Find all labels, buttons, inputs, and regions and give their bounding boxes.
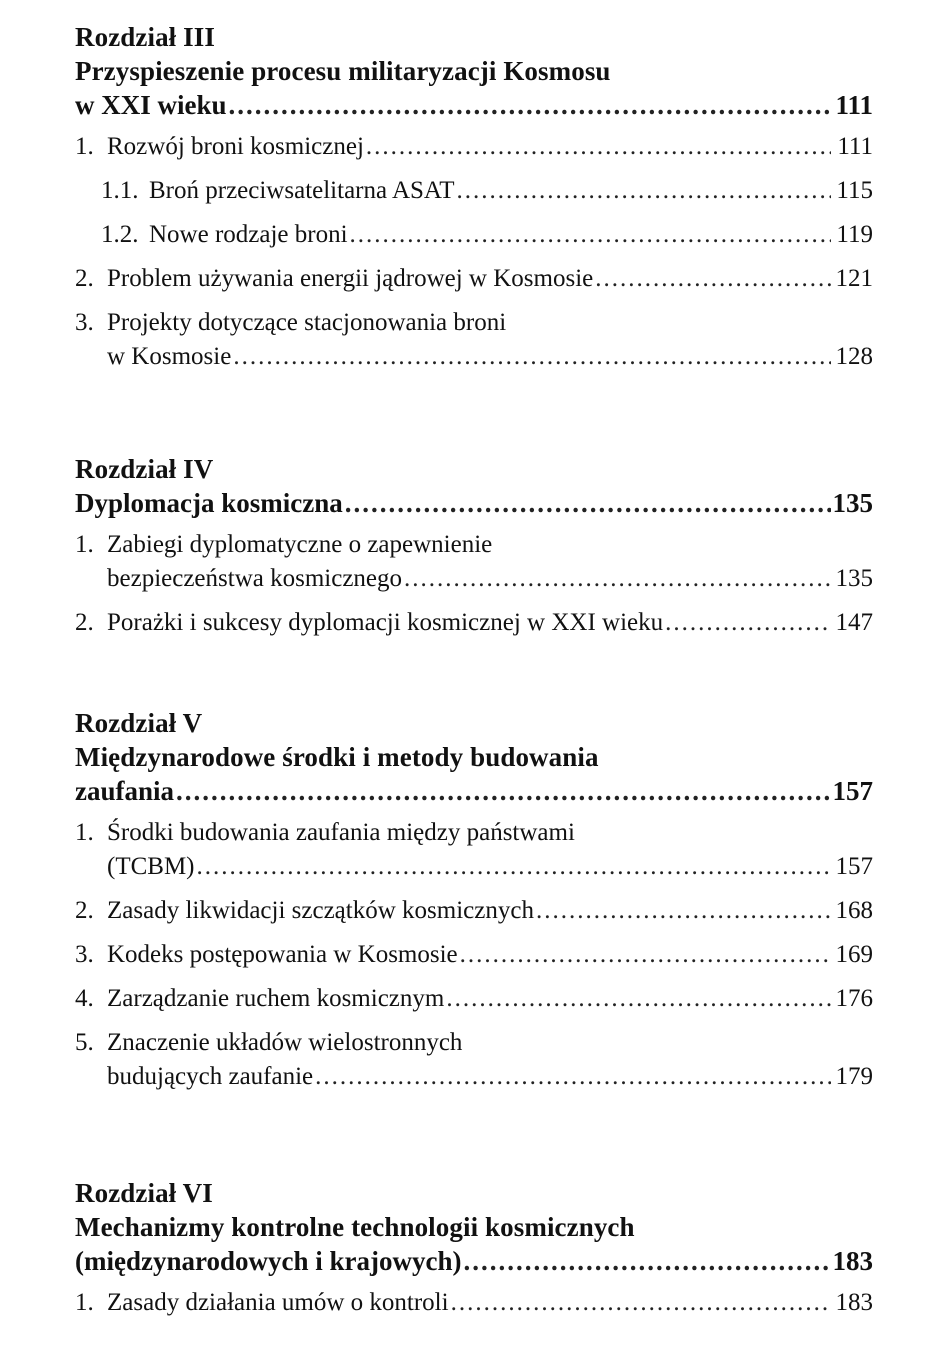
toc-entry[interactable] [75, 982, 873, 1016]
entry-number: 1.2. [101, 221, 139, 248]
entry-number: 2. [75, 609, 94, 636]
page-number: 183 [835, 1289, 873, 1316]
entry-number: 1. [75, 531, 94, 558]
toc-entry[interactable] [75, 894, 873, 928]
toc-entry[interactable] [75, 938, 873, 972]
leader-dots [665, 606, 831, 640]
page-number: 168 [835, 897, 873, 924]
chapter-title-row[interactable] [75, 88, 873, 122]
entry-list [75, 528, 873, 640]
toc-entry[interactable] [75, 816, 873, 884]
chapter-6 [75, 1176, 873, 1330]
leader-dots [536, 894, 831, 928]
entry-text: (TCBM) [107, 853, 195, 880]
entry-list [75, 130, 873, 374]
leader-dots [595, 262, 831, 296]
toc-entry[interactable] [75, 130, 873, 164]
leader-dots [463, 1244, 830, 1278]
leader-dots [233, 340, 831, 374]
chapter-title-line: Mechanizmy kontrolne technologii kosmicznych [75, 1212, 635, 1242]
chapter-label: Rozdział III [75, 22, 215, 52]
chapter-title-row[interactable] [75, 1244, 873, 1278]
entry-text-first-line: Zabiegi dyplomatyczne o zapewnienie [107, 531, 493, 558]
chapter-title-last: Dyplomacja kosmiczna [75, 488, 343, 518]
page-number: 135 [835, 565, 873, 592]
page-number: 157 [832, 776, 873, 806]
chapter-title-last: w XXI wieku [75, 90, 227, 120]
entry-text: Broń przeciwsatelitarna ASAT [149, 177, 455, 204]
entry-number: 2. [75, 265, 94, 292]
leader-dots [197, 850, 832, 884]
toc-entry[interactable] [75, 528, 873, 596]
chapter-label: Rozdział IV [75, 454, 214, 484]
chapter-title-last: (międzynarodowych i krajowych) [75, 1246, 462, 1276]
page-number: 135 [832, 488, 873, 518]
entry-text: bezpieczeństwa kosmicznego [107, 565, 403, 592]
chapter-4 [75, 452, 873, 650]
leader-dots [315, 1060, 831, 1094]
entry-text-first-line: Środki budowania zaufania między państwami [107, 819, 575, 846]
entry-text: Zasady działania umów o kontroli [107, 1289, 449, 1316]
entry-number: 3. [75, 309, 94, 336]
page-number: 147 [835, 609, 873, 636]
entry-text-first-line: Znaczenie układów wielostronnych [107, 1029, 463, 1056]
toc-subentry[interactable] [75, 218, 873, 252]
leader-dots [345, 486, 831, 520]
toc-entry[interactable] [75, 306, 873, 374]
toc-entry[interactable] [75, 606, 873, 640]
entry-list [75, 1286, 873, 1320]
toc-entry[interactable] [75, 1026, 873, 1094]
chapter-title-last: zaufania [75, 776, 175, 806]
page-number: 169 [835, 941, 873, 968]
entry-number: 1. [75, 133, 94, 160]
page-number: 111 [837, 133, 873, 160]
leader-dots [350, 218, 831, 252]
chapter-title [75, 740, 873, 774]
entry-list [75, 816, 873, 1094]
entry-text: Rozwój broni kosmicznej [107, 133, 364, 160]
entry-number: 5. [75, 1029, 94, 1056]
entry-text: w Kosmosie [107, 343, 232, 370]
chapter-label: Rozdział VI [75, 1178, 213, 1208]
page-number: 183 [832, 1246, 873, 1276]
entry-number: 2. [75, 897, 94, 924]
entry-number: 1. [75, 1289, 94, 1316]
page-number: 115 [836, 177, 873, 204]
leader-dots [404, 562, 831, 596]
page-number: 176 [835, 985, 873, 1012]
entry-text: Nowe rodzaje broni [149, 221, 348, 248]
entry-text: Zasady likwidacji szczątków kosmicznych [107, 897, 534, 924]
entry-text: budujących zaufanie [107, 1063, 314, 1090]
leader-dots [456, 174, 831, 208]
entry-number: 1.1. [101, 177, 139, 204]
chapter-title-line: Międzynarodowe środki i metody budowania [75, 742, 599, 772]
leader-dots [229, 88, 831, 122]
page-number: 157 [835, 853, 873, 880]
entry-text: Kodeks postępowania w Kosmosie [107, 941, 458, 968]
chapter-label: Rozdział V [75, 708, 203, 738]
leader-dots [460, 938, 831, 972]
entry-text: Porażki i sukcesy dyplomacji kosmicznej w XXI wieku [107, 609, 664, 636]
entry-text: Zarządzanie ruchem kosmicznym [107, 985, 445, 1012]
leader-dots [451, 1286, 831, 1320]
page-number: 121 [835, 265, 873, 292]
toc-entry[interactable] [75, 1286, 873, 1320]
entry-text-first-line: Projekty dotyczące stacjonowania broni [107, 309, 507, 336]
chapter-title-row[interactable] [75, 774, 873, 808]
page-number: 179 [835, 1063, 873, 1090]
page-number: 111 [835, 90, 873, 120]
chapter-3 [75, 20, 873, 384]
entry-number: 4. [75, 985, 94, 1012]
chapter-title-row[interactable] [75, 486, 873, 520]
toc-entry[interactable] [75, 262, 873, 296]
page-number: 119 [836, 221, 873, 248]
leader-dots [366, 130, 831, 164]
toc-subentry[interactable] [75, 174, 873, 208]
leader-dots [176, 774, 830, 808]
entry-number: 3. [75, 941, 94, 968]
chapter-title [75, 1210, 873, 1244]
chapter-5 [75, 706, 873, 1104]
entry-text: Problem używania energii jądrowej w Kosmosie [107, 265, 594, 292]
chapter-title [75, 54, 873, 88]
page-number: 128 [835, 343, 873, 370]
leader-dots [446, 982, 831, 1016]
chapter-title-line: Przyspieszenie procesu militaryzacji Kosmosu [75, 56, 611, 86]
entry-number: 1. [75, 819, 94, 846]
